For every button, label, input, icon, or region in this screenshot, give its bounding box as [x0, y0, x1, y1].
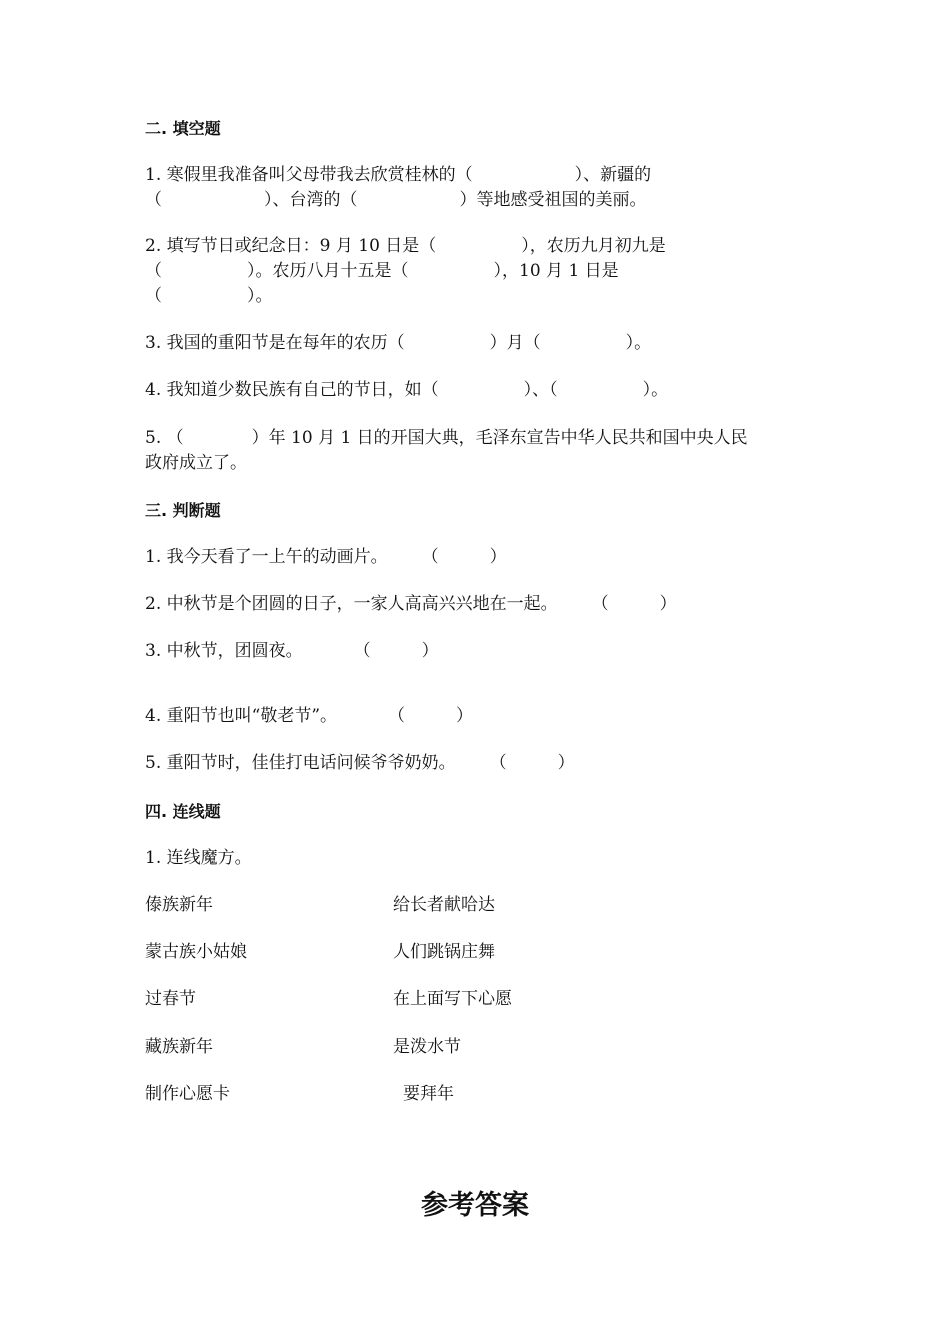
fill-question-2-line-2: （ ）。农历八月十五是（ ），10 月 1 日是	[145, 261, 619, 281]
fill-question-1-line-2: （ ）、台湾的（ ）等地感受祖国的美丽。	[145, 190, 647, 210]
matching-right-item: 人们跳锅庄舞	[393, 942, 495, 962]
section-heading-fill-blank: 二. 填空题	[145, 119, 221, 138]
matching-left-item: 藏族新年	[145, 1037, 213, 1057]
matching-question-1: 1. 连线魔方。	[145, 848, 252, 868]
judge-question-5: 5. 重阳节时，佳佳打电话问候爷爷奶奶。 （ ）	[145, 753, 575, 773]
matching-right-item: 要拜年	[403, 1084, 454, 1104]
section-heading-matching: 四. 连线题	[145, 802, 221, 821]
fill-question-2-line-3: （ ）。	[145, 286, 273, 306]
matching-right-item: 给长者献哈达	[393, 895, 495, 915]
fill-question-1-line-1: 1. 寒假里我准备叫父母带我去欣赏桂林的（ ）、新疆的	[145, 165, 652, 185]
matching-right-item: 在上面写下心愿	[393, 989, 512, 1009]
judge-question-1: 1. 我今天看了一上午的动画片。 （ ）	[145, 547, 507, 567]
fill-question-4: 4. 我知道少数民族有自己的节日，如（ ）、（ ）。	[145, 380, 669, 400]
matching-right-item: 是泼水节	[393, 1037, 461, 1057]
matching-left-item: 制作心愿卡	[145, 1084, 230, 1104]
judge-question-3: 3. 中秋节，团圆夜。 （ ）	[145, 641, 439, 661]
matching-left-item: 傣族新年	[145, 895, 213, 915]
fill-question-5-line-1: 5. （ ）年 10 月 1 日的开国大典，毛泽东宣告中华人民共和国中央人民	[145, 428, 748, 448]
fill-question-5-line-2: 政府成立了。	[145, 453, 247, 473]
answer-key-title: 参考答案	[421, 1190, 529, 1221]
judge-question-2: 2. 中秋节是个团圆的日子，一家人高高兴兴地在一起。 （ ）	[145, 594, 677, 614]
fill-question-3: 3. 我国的重阳节是在每年的农历（ ）月（ ）。	[145, 333, 652, 353]
matching-left-item: 蒙古族小姑娘	[145, 942, 247, 962]
fill-question-2-line-1: 2. 填写节日或纪念日：9 月 10 日是（ ），农历九月初九是	[145, 236, 666, 256]
judge-question-4: 4. 重阳节也叫“敬老节”。 （ ）	[145, 706, 474, 726]
section-heading-true-false: 三. 判断题	[145, 501, 221, 520]
matching-left-item: 过春节	[145, 989, 196, 1009]
